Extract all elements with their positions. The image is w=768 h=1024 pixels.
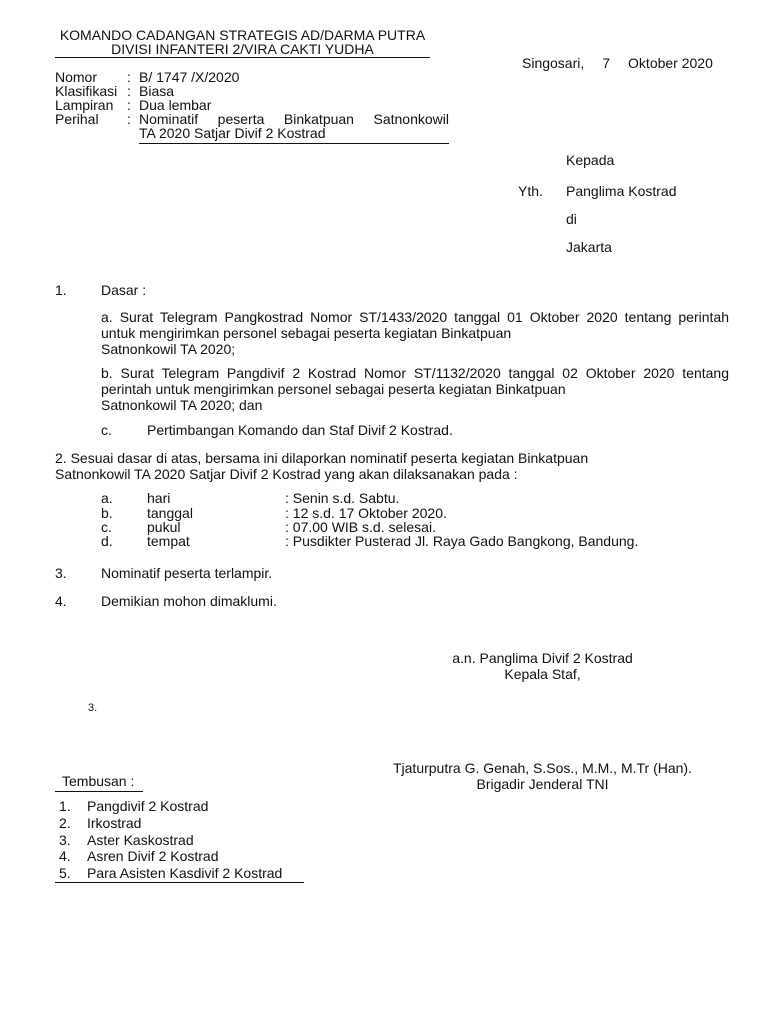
signature-title: Kepala Staf, xyxy=(504,666,581,682)
item-3-number: 3. xyxy=(55,565,67,581)
tembusan-item-number: 2. xyxy=(59,815,71,831)
item-2-body: 2. Sesuai dasar di atas, bersama ini dilaporkan nominatif peserta kegiatan Binkatpuan xyxy=(55,450,589,466)
perihal-line-1: Nominatif peserta Binkatpuan Satnonkowil xyxy=(139,111,449,127)
nomor-value: B/ 1747 /X/2020 xyxy=(139,69,240,85)
schedule-value: : Pusdikter Pusterad Jl. Raya Gado Bangkong, Bandung. xyxy=(285,533,639,549)
item-1a-last-line: Satnonkowil TA 2020; xyxy=(101,341,236,357)
colon: : xyxy=(127,97,131,113)
perihal-line-2: TA 2020 Satjar Divif 2 Kostrad xyxy=(139,125,326,141)
schedule-letter: b. xyxy=(101,505,113,521)
item-1a-paragraph xyxy=(101,309,729,357)
schedule-value: : 12 s.d. 17 Oktober 2020. xyxy=(285,505,447,521)
schedule-value: : Senin s.d. Sabtu. xyxy=(285,490,400,506)
nomor-label: Nomor xyxy=(55,69,98,85)
colon: : xyxy=(127,69,131,85)
lampiran-label: Lampiran xyxy=(55,97,114,113)
schedule-label: pukul xyxy=(147,519,181,535)
tembusan-item-number: 3. xyxy=(59,832,71,848)
tembusan-list-underline xyxy=(55,882,304,883)
recipient-name: Panglima Kostrad xyxy=(566,183,677,199)
letterhead-line-2: DIVISI INFANTERI 2/VIRA CAKTI YUDHA xyxy=(111,41,374,57)
signatory-rank: Brigadir Jenderal TNI xyxy=(476,776,609,792)
item-1b-last-line: Satnonkowil TA 2020; dan xyxy=(101,397,263,413)
place: Singosari, xyxy=(522,55,585,71)
lampiran-value: Dua lembar xyxy=(139,97,212,113)
tembusan-item: Asren Divif 2 Kostrad xyxy=(87,848,219,864)
schedule-label: tanggal xyxy=(147,505,193,521)
item-1a-body: a. Surat Telegram Pangkostrad Nomor ST/1433/2020 tanggal 01 Oktober 2020 tentang perintah untuk mengirimkan personel sebagai peserta kegiatan Binkatpuan xyxy=(101,309,729,341)
tembusan-item: Aster Kaskostrad xyxy=(87,832,194,848)
recipient-city: Jakarta xyxy=(566,239,612,255)
letterhead-underline xyxy=(55,57,430,58)
schedule-label: tempat xyxy=(147,533,190,549)
item-2-paragraph xyxy=(55,450,729,482)
tembusan-item-number: 5. xyxy=(59,865,71,881)
date-day: 7 xyxy=(602,55,611,71)
letterhead-line-1: KOMANDO CADANGAN STRATEGIS AD/DARMA PUTRA xyxy=(59,27,426,43)
item-4-text: Demikian mohon dimaklumi. xyxy=(101,593,277,609)
schedule-letter: c. xyxy=(101,519,112,535)
perihal-label: Perihal xyxy=(55,111,99,127)
recipient-di: di xyxy=(566,211,577,227)
colon: : xyxy=(127,83,131,99)
item-2-last-line: Satnonkowil TA 2020 Satjar Divif 2 Kostrad yang akan dilaksanakan pada : xyxy=(55,466,518,482)
tembusan-item-number: 4. xyxy=(59,848,71,864)
schedule-letter: a. xyxy=(101,490,113,506)
signature-an: a.n. Panglima Divif 2 Kostrad xyxy=(452,650,633,666)
schedule-value: : 07.00 WIB s.d. selesai. xyxy=(285,519,436,535)
tembusan-title: Tembusan : xyxy=(62,773,135,789)
item-1c-label: c. xyxy=(101,422,112,438)
tembusan-item-number: 1. xyxy=(59,798,71,814)
kepada: Kepada xyxy=(566,152,615,168)
klasifikasi-value: Biasa xyxy=(139,83,175,99)
colon: : xyxy=(127,111,131,127)
yth: Yth. xyxy=(518,183,543,199)
item-3-text: Nominatif peserta terlampir. xyxy=(101,565,273,581)
schedule-label: hari xyxy=(147,490,171,506)
item-4-number: 4. xyxy=(55,593,67,609)
signatory-name: Tjaturputra G. Genah, S.Sos., M.M., M.Tr (Han). xyxy=(392,760,692,776)
tembusan-item: Pangdivif 2 Kostrad xyxy=(87,798,209,814)
item-1b-body: b. Surat Telegram Pangdivif 2 Kostrad Nomor ST/1132/2020 tanggal 02 Oktober 2020 tentang perintah untuk mengirimkan personel sebagai peserta kegiatan Binkatpuan xyxy=(101,365,729,397)
item-1b-paragraph xyxy=(101,365,729,413)
date-month-year: Oktober 2020 xyxy=(628,55,713,71)
stray-mark: 3. xyxy=(88,702,98,714)
schedule-letter: d. xyxy=(101,533,113,549)
item-1-title: Dasar : xyxy=(101,282,147,298)
tembusan-item: Irkostrad xyxy=(87,815,142,831)
tembusan-item: Para Asisten Kasdivif 2 Kostrad xyxy=(87,865,283,881)
tembusan-underline xyxy=(55,791,143,792)
perihal-underline xyxy=(139,143,449,144)
place-date xyxy=(522,55,713,71)
item-1c-text: Pertimbangan Komando dan Staf Divif 2 Kostrad. xyxy=(147,422,453,438)
klasifikasi-label: Klasifikasi xyxy=(55,83,118,99)
item-1-number: 1. xyxy=(55,282,67,298)
